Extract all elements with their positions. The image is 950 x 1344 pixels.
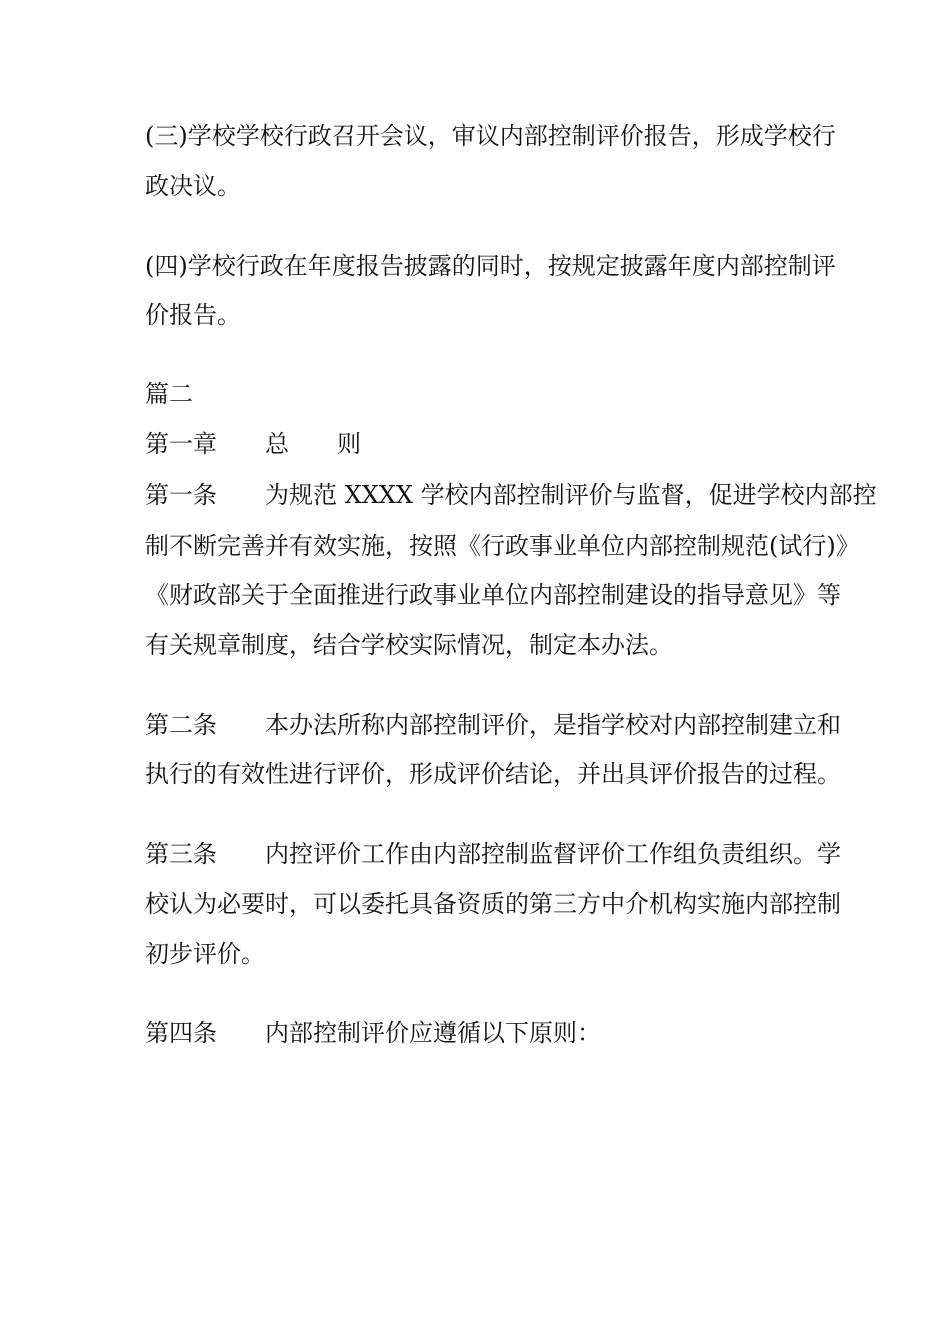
article-1-line-2: 制不断完善并有效实施，按照《行政事业单位内部控制规范(试行)》 — [145, 532, 860, 560]
paragraph-4-line-2: 价报告。 — [145, 301, 241, 329]
section-title: 篇二 — [145, 380, 193, 408]
chapter-title: 第一章 总 则 — [145, 430, 361, 458]
paragraph-3-line-2: 政决议。 — [145, 172, 241, 200]
article-2-line-1: 第二条 本办法所称内部控制评价，是指学校对内部控制建立和 — [145, 711, 841, 739]
article-3-line-3: 初步评价。 — [145, 940, 265, 968]
article-1-line-3: 《财政部关于全面推进行政事业单位内部控制建设的指导意见》等 — [145, 581, 841, 609]
article-3-line-1: 第三条 内控评价工作由内部控制监督评价工作组负责组织。学 — [145, 840, 841, 868]
paragraph-3-line-1: (三)学校学校行政召开会议，审议内部控制评价报告，形成学校行 — [145, 122, 836, 150]
paragraph-4-line-1: (四)学校行政在年度报告披露的同时，按规定披露年度内部控制评 — [145, 252, 836, 280]
article-2-line-2: 执行的有效性进行评价，形成评价结论，并出具评价报告的过程。 — [145, 760, 841, 788]
article-1-line-1: 第一条 为规范 XXXX 学校内部控制评价与监督，促进学校内部控 — [145, 481, 877, 509]
article-1-line-4: 有关规章制度，结合学校实际情况，制定本办法。 — [145, 631, 673, 659]
article-4-line-1: 第四条 内部控制评价应遵循以下原则： — [145, 1019, 601, 1047]
article-3-line-2: 校认为必要时，可以委托具备资质的第三方中介机构实施内部控制 — [145, 890, 841, 918]
